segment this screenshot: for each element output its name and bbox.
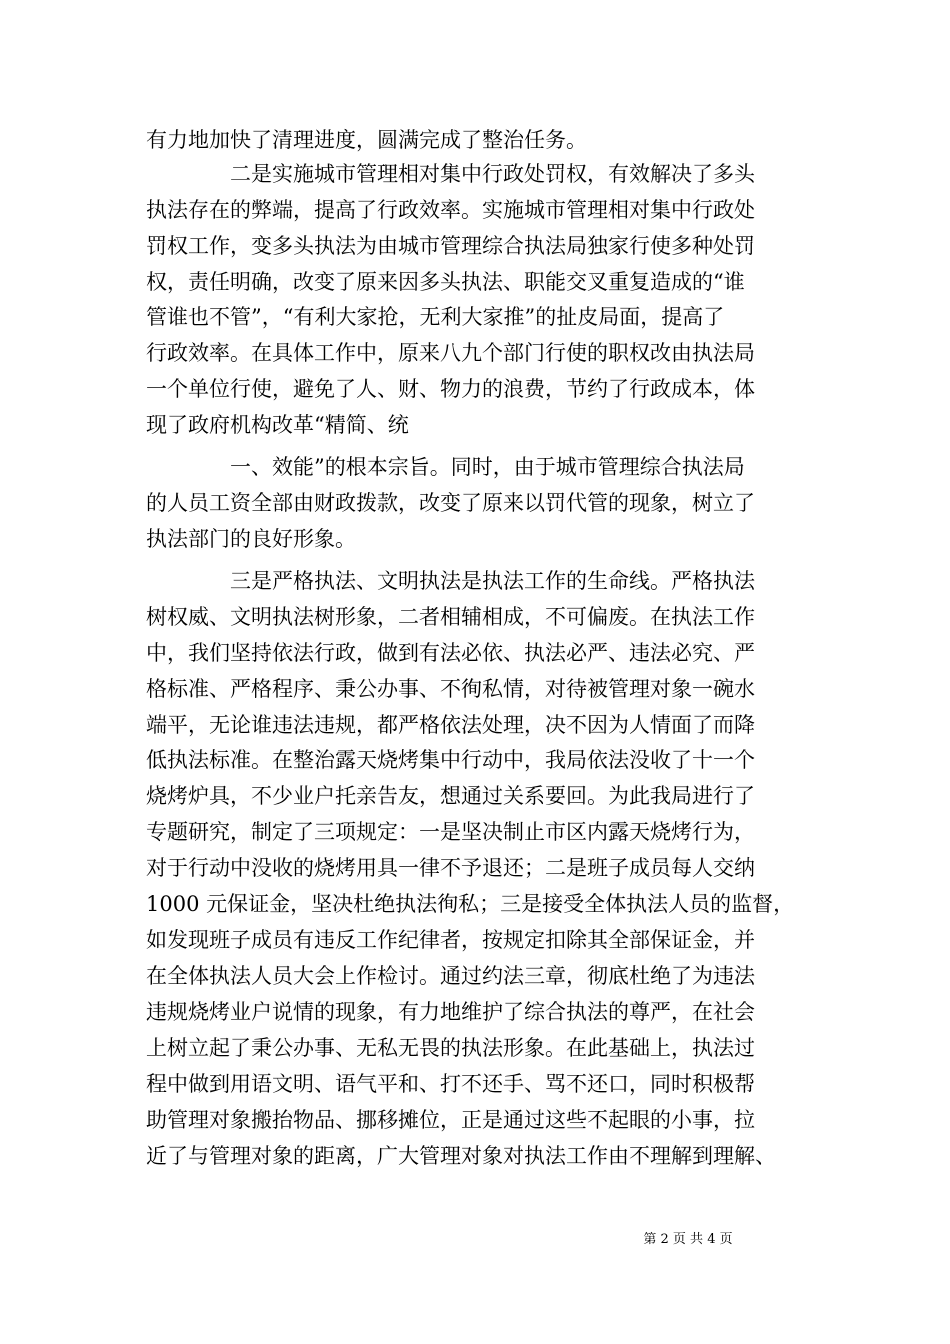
- text-line: 程中做到用语文明、语气平和、打不还手、骂不还口，同时积极帮: [146, 1072, 755, 1096]
- text-line: 管谁也不管”，“有利大家抢，无利大家推”的扯皮局面，提高了: [146, 305, 725, 329]
- text-line: 权，责任明确，改变了原来因多头执法、职能交叉重复造成的“谁: [146, 270, 745, 294]
- text-line: 如发现班子成员有违反工作纪律者，按规定扣除其全部保证金，并: [146, 928, 755, 952]
- text-line: 1000 元保证金，坚决杜绝执法徇私；三是接受全体执法人员的监督，: [146, 892, 795, 916]
- text-line: 对于行动中没收的烧烤用具一律不予退还；二是班子成员每人交纳: [146, 856, 755, 880]
- text-line: 的人员工资全部由财政拨款，改变了原来以罚代管的现象，树立了: [146, 491, 755, 515]
- text-line: 在全体执法人员大会上作检讨。通过约法三章，彻底杜绝了为违法: [146, 964, 755, 988]
- text-line: 中，我们坚持依法行政，做到有法必依、执法必严、违法必究、严: [146, 641, 755, 665]
- text-line: 执法部门的良好形象。: [146, 527, 356, 551]
- page-number: 第 2 页 共 4 页: [643, 1232, 733, 1247]
- text-line: 罚权工作，变多头执法为由城市管理综合执法局独家行使多种处罚: [146, 234, 755, 258]
- text-line: 违规烧烤业户说情的现象，有力地维护了综合执法的尊严，在社会: [146, 1000, 755, 1024]
- text-line: 行政效率。在具体工作中，原来八九个部门行使的职权改由执法局: [146, 341, 755, 365]
- text-line: 烧烤炉具，不少业户托亲告友，想通过关系要回。为此我局进行了: [146, 784, 755, 808]
- page-footer: [0, 1232, 950, 1248]
- text-line: 三是严格执法、文明执法是执法工作的生命线。严格执法: [230, 569, 755, 593]
- text-line: 助管理对象搬抬物品、挪移摊位，正是通过这些不起眼的小事，拉: [146, 1108, 755, 1132]
- text-line: 一个单位行使，避免了人、财、物力的浪费，节约了行政成本，体: [146, 377, 755, 401]
- text-line: 格标准、严格程序、秉公办事、不徇私情，对待被管理对象一碗水: [146, 677, 755, 701]
- text-line: 低执法标准。在整治露天烧烤集中行动中，我局依法没收了十一个: [146, 748, 755, 772]
- text-line: 执法存在的弊端，提高了行政效率。实施城市管理相对集中行政处: [146, 198, 755, 222]
- text-line: 端平，无论谁违法违规，都严格依法处理，决不因为人情面了而降: [146, 713, 755, 737]
- text-line: 专题研究，制定了三项规定：一是坚决制止市区内露天烧烤行为，: [146, 820, 755, 844]
- text-line: 二是实施城市管理相对集中行政处罚权，有效解决了多头: [230, 162, 755, 186]
- text-line: 现了政府机构改革“精简、统: [146, 413, 409, 437]
- text-line: 一、效能”的根本宗旨。同时，由于城市管理综合执法局: [230, 455, 745, 479]
- text-line: 上树立起了秉公办事、无私无畏的执法形象。在此基础上，执法过: [146, 1036, 755, 1060]
- text-line: 树权威、文明执法树形象，二者相辅相成，不可偏废。在执法工作: [146, 605, 755, 629]
- text-line: 有力地加快了清理进度，圆满完成了整治任务。: [146, 128, 587, 152]
- text-line: 近了与管理对象的距离，广大管理对象对执法工作由不理解到理解、: [146, 1144, 776, 1168]
